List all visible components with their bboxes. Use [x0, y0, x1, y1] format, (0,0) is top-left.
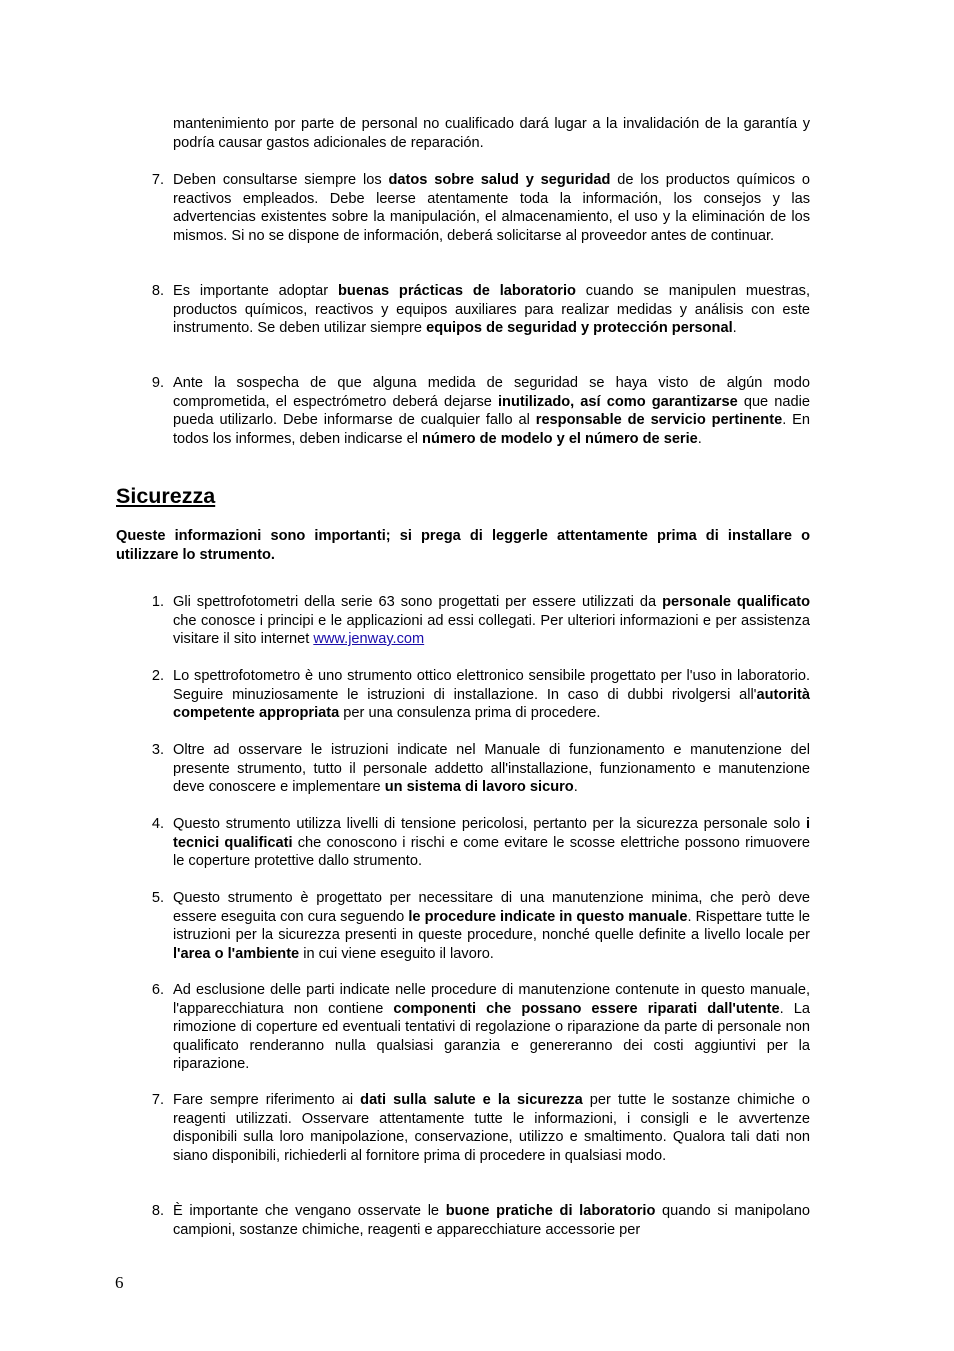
list-number: 3.	[151, 742, 164, 758]
emphasis-text: buone pratiche di laboratorio	[445, 1203, 656, 1219]
body-text: .	[697, 430, 702, 447]
body-text: Fare sempre riferimento ai	[173, 1092, 361, 1108]
emphasis-text: datos sobre salud y seguridad	[388, 172, 611, 188]
emphasis-text: componenti che possano essere riparati dall'utente	[393, 1000, 780, 1017]
emphasis-text: autorità competente appropriata	[173, 686, 810, 721]
emphasis-text: personale qualificato	[662, 594, 810, 610]
list-item-body	[173, 815, 810, 871]
list-number: 6.	[151, 982, 164, 998]
list-number: 2.	[151, 668, 164, 684]
body-text: Questo strumento utilizza livelli di tensione pericolosi, pertanto per la sicurezza personale solo	[173, 816, 806, 832]
emphasis-text: equipos de seguridad y protección personal	[426, 320, 733, 336]
body-text: de los productos químicos o reactivos empleados. Debe leerse atentamente toda la información, los consejos y las advertencias existentes sobre la manipulación, el almacenamiento, el uso y la eliminación de los mismos. Si no se dispone de información, deberá solicitarse al proveedor antes de continuar.	[173, 172, 810, 244]
page-number: 6	[115, 1273, 124, 1292]
body-text: Oltre ad osservare le istruzioni indicate nel Manuale di funzionamento e manutenzione del presente strumento, tutto il personale addetto all'installazione, funzionamento e manutenzione deve conoscere e implementare	[173, 742, 810, 795]
body-text: per una consulenza prima di procedere.	[339, 705, 601, 721]
body-text: .	[732, 320, 737, 336]
emphasis-text: l'area o l'ambiente	[173, 945, 300, 962]
list-item-body	[173, 1091, 810, 1165]
body-text: È importante che vengano osservate le	[173, 1203, 446, 1219]
continuation-paragraph: mantenimiento por parte de personal no cualificado dará lugar a la invalidación de la garantía y podría causar gastos adicionales de reparación.	[173, 116, 810, 151]
list-item-body	[173, 374, 810, 448]
body-text: .	[573, 779, 578, 795]
body-text: Ad esclusione delle parti indicate nelle procedure di manutenzione contenute in questo manuale, l'apparecchiatura non contiene	[173, 982, 810, 1017]
body-text: . La rimozione di coperture ed eventuali tentativi di regolazione o riparazione da parte di personale non qualificato renderanno nulla qualsiasi garanzia e genereranno dei costi aggiuntivi per la riparazione.	[173, 1000, 811, 1072]
list-number: 7.	[151, 1092, 164, 1108]
emphasis-text: número de modelo y el número de serie	[422, 430, 698, 447]
emphasis-text: un sistema di lavoro sicuro	[384, 779, 574, 795]
list-item-body	[173, 171, 810, 245]
body-text: quando si manipolano campioni, sostanze chimiche, reagenti e apparecchiature accessorie per	[173, 1203, 810, 1238]
list-item-body	[173, 889, 810, 963]
body-text: per tutte le sostanze chimiche o reagenti utilizzati. Osservare attentamente tutte le informazioni, i consigli e le avvertenze disponibili sulla loro manipolazione, conservazione, utilizzo e smaltimento. Qualora tali dati non siano disponibili, richiederli al fornitore prima di procedere in qualsiasi modo.	[173, 1092, 810, 1164]
list-item-body	[173, 282, 810, 338]
list-number: 4.	[151, 816, 164, 832]
list-number: 8.	[151, 283, 164, 299]
body-text: . Rispettare tutte le istruzioni per la sicurezza presenti in queste procedure, nonché quelle definite a livello locale per	[173, 908, 810, 943]
emphasis-text: i tecnici qualificati	[173, 816, 810, 851]
emphasis-text: dati sulla salute e la sicurezza	[360, 1092, 583, 1108]
list-item-body	[173, 667, 810, 723]
list-item-body	[173, 593, 810, 649]
list-item-body	[173, 1202, 810, 1239]
body-text: Deben consultarse siempre los	[173, 172, 389, 188]
list-number: 5.	[151, 890, 164, 906]
website-link[interactable]: www.jenway.com	[313, 631, 425, 647]
list-item-body	[173, 981, 810, 1074]
body-text: in cui viene eseguito il lavoro.	[299, 945, 494, 962]
body-text: Questo strumento è progettato per necessitare di una manutenzione minima, che però deve essere eseguita con cura seguendo	[173, 890, 810, 925]
body-text: Es importante adoptar	[173, 283, 338, 299]
list-item-body	[173, 741, 810, 797]
body-text: cuando se manipulen muestras, productos químicos, reactivos y equipos auxiliares para realizar medidas y análisis con este instrumento. Se deben utilizar siempre	[173, 283, 811, 336]
intro-paragraph: Queste informazioni sono importanti; si prega di leggerle attentamente prima di installare o utilizzare lo strumento.	[116, 528, 810, 563]
emphasis-text: le procedure indicate in questo manuale	[408, 908, 688, 925]
section-heading: Sicurezza	[116, 484, 216, 508]
body-text: Ante la sospecha de que alguna medida de seguridad se haya visto de algún modo comprometida, el espectrómetro deberá dejarse	[173, 375, 810, 410]
body-text: che conoscono i rischi e come evitare le scosse elettriche possono rimuovere le coperture protettive dallo strumento.	[173, 834, 810, 869]
emphasis-text: buenas prácticas de laboratorio	[338, 283, 576, 299]
emphasis-text: inutilizado, así como garantizarse	[498, 393, 738, 410]
list-number: 1.	[151, 594, 164, 610]
body-text: Gli spettrofotometri della serie 63 sono progettati per essere utilizzati da	[173, 594, 663, 610]
body-text: Lo spettrofotometro è uno strumento ottico elettronico sensibile progettato per l'uso in laboratorio. Seguire minuziosamente le istruzioni di installazione. In caso di dubbi rivolgersi all'	[173, 668, 810, 703]
emphasis-text: responsable de servicio pertinente	[535, 412, 783, 428]
list-number: 9.	[151, 375, 164, 391]
body-text: que nadie pueda utilizarlo. Debe informarse de cualquier fallo al	[173, 393, 810, 428]
body-text: . En todos los informes, deben indicarse el	[173, 412, 810, 447]
list-number: 7.	[151, 172, 164, 188]
body-text: che conosce i principi e le applicazioni ad essi collegati. Per ulteriori informazioni e per assistenza visitare il sito internet	[173, 612, 810, 647]
list-number: 8.	[151, 1203, 164, 1219]
